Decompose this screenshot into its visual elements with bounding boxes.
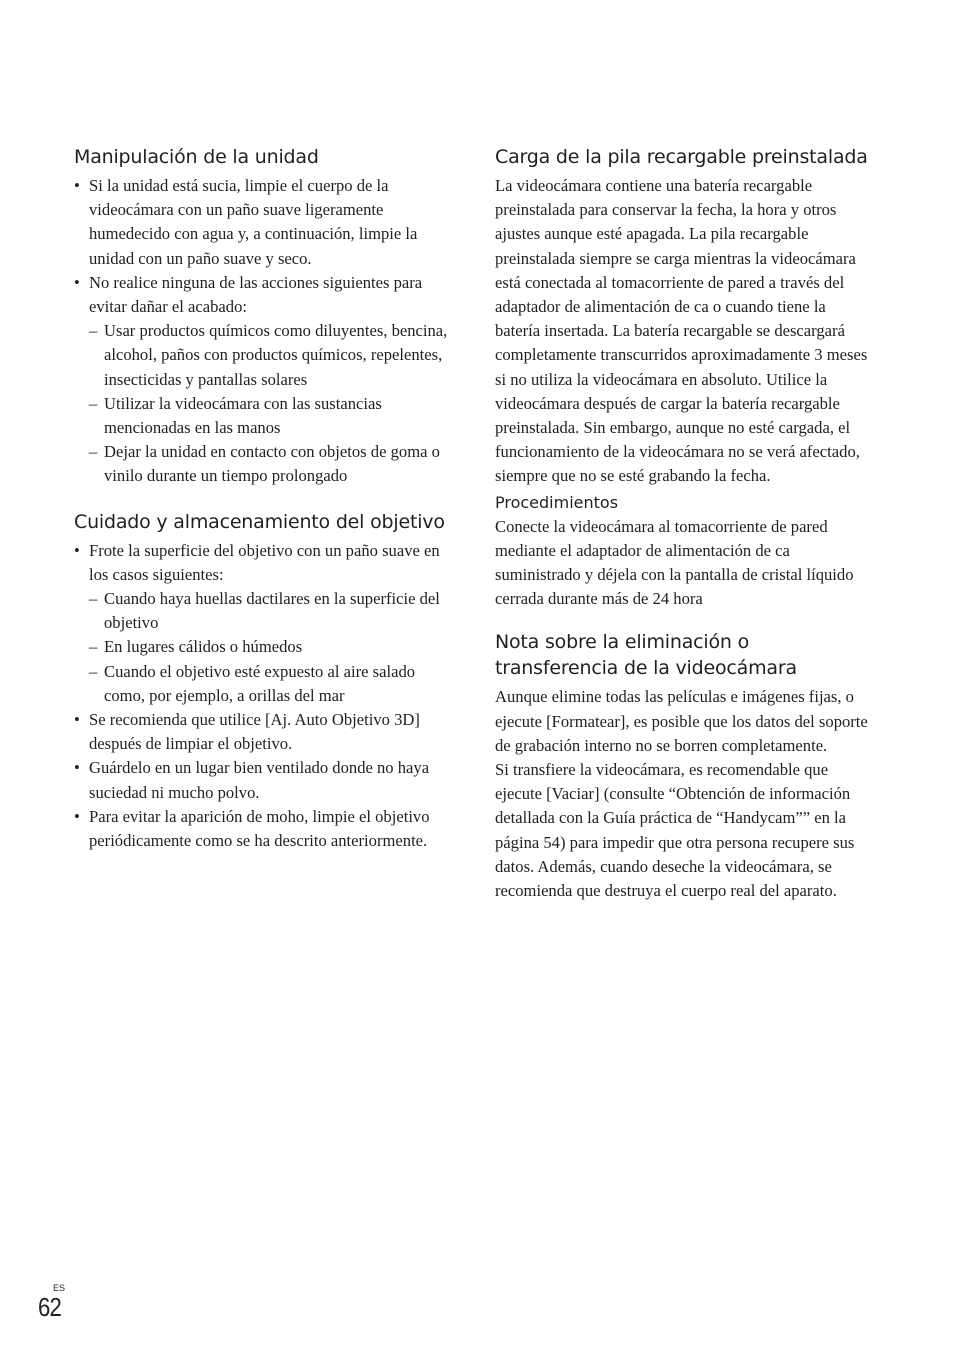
list-item: • Se recomienda que utilice [Aj. Auto Objetivo 3D] después de limpiar el objetivo.: [74, 708, 449, 756]
section-disposal-note: [495, 629, 870, 903]
list-item: [74, 539, 449, 708]
list-item: – Utilizar la videocámara con las sustancias mencionadas en las manos: [89, 392, 449, 440]
list-item: • Guárdelo en un lugar bien ventilado donde no haya suciedad ni mucho polvo.: [74, 756, 449, 804]
list-item: – Cuando haya huellas dactilares en la superficie del objetivo: [89, 587, 449, 635]
language-code: ES: [53, 1283, 66, 1293]
body-paragraph: La videocámara contiene una batería recargable preinstalada para conservar la fecha, la hora y otros ajustes aunque esté apagada. La pila recargable preinstalada siempre se carga mientras la videocámara está conectada al tomacorriente de pared a través del adaptador de alimentación de ca o cuando tiene la batería insertada. La batería recargable se descargará completamente transcurridos aproximadamente 3 meses si no utiliza la videocámara en absoluto. Utilice la videocámara después de cargar la batería recargable preinstalada. Sin embargo, aunque no esté cargada, el funcionamiento de la videocámara no se verá afectado, siempre que no se esté grabando la fecha.: [495, 176, 868, 486]
right-column: [495, 144, 870, 903]
list-item: [74, 271, 449, 489]
bullet-list: [74, 174, 449, 489]
body-paragraph: Si transfiere la videocámara, es recomendable que ejecute [Vaciar] (consulte “Obtención de información detallada con la Guía práctica de “Handycam”” en la página 54) para impedir que otra persona recupere sus datos. Además, cuando deseche la videocámara, se recomienda que destruya el cuerpo real del aparato.: [495, 760, 855, 901]
page-footer: [38, 1283, 65, 1321]
list-item-text: No realice ninguna de las acciones siguientes para evitar dañar el acabado:: [89, 272, 423, 317]
section-heading: Cuidado y almacenamiento del objetivo: [74, 510, 445, 533]
left-column: [74, 144, 449, 853]
section-heading: Manipulación de la unidad: [74, 146, 319, 168]
section-heading: Carga de la pila recargable preinstalada: [495, 146, 868, 168]
list-item: – Dejar la unidad en contacto con objetos de goma o vinilo durante un tiempo prolongado: [89, 440, 449, 488]
body-paragraph: Aunque elimine todas las películas e imágenes fijas, o ejecute [Formatear], es posible que los datos del soporte de grabación interno no se borren completamente.: [495, 687, 868, 755]
section-backup-battery: [495, 144, 870, 611]
list-item: • Si la unidad está sucia, limpie el cuerpo de la videocámara con un paño suave ligeramente humedecido con agua y, a continuación, limpie la unidad con un paño suave y seco.: [74, 174, 449, 271]
subheading: Procedimientos: [495, 492, 619, 512]
list-item: – Cuando el objetivo esté expuesto al aire salado como, por ejemplo, a orillas del mar: [89, 660, 449, 708]
dash-list: [89, 587, 449, 708]
section-heading: Nota sobre la eliminación o transferencia de la videocámara: [495, 631, 797, 680]
section-unit-handling: [74, 144, 449, 489]
list-item: • Para evitar la aparición de moho, limpie el objetivo periódicamente como se ha descrito anteriormente.: [74, 805, 449, 853]
list-item-text: Frote la superficie del objetivo con un paño suave en los casos siguientes:: [89, 540, 440, 584]
body-paragraph: Conecte la videocámara al tomacorriente de pared mediante el adaptador de alimentación de ca suministrado y déjela con la pantalla de cristal líquido cerrada durante más de 24 hora: [495, 516, 854, 609]
bullet-list: [74, 539, 449, 854]
list-item: – Usar productos químicos como diluyentes, bencina, alcohol, paños con productos químicos, repelentes, insecticidas y pantallas solares: [89, 319, 449, 392]
section-lens-care: [74, 509, 449, 854]
list-item: – En lugares cálidos o húmedos: [89, 635, 449, 659]
dash-list: [89, 319, 449, 488]
page-number: 62: [38, 1292, 61, 1322]
